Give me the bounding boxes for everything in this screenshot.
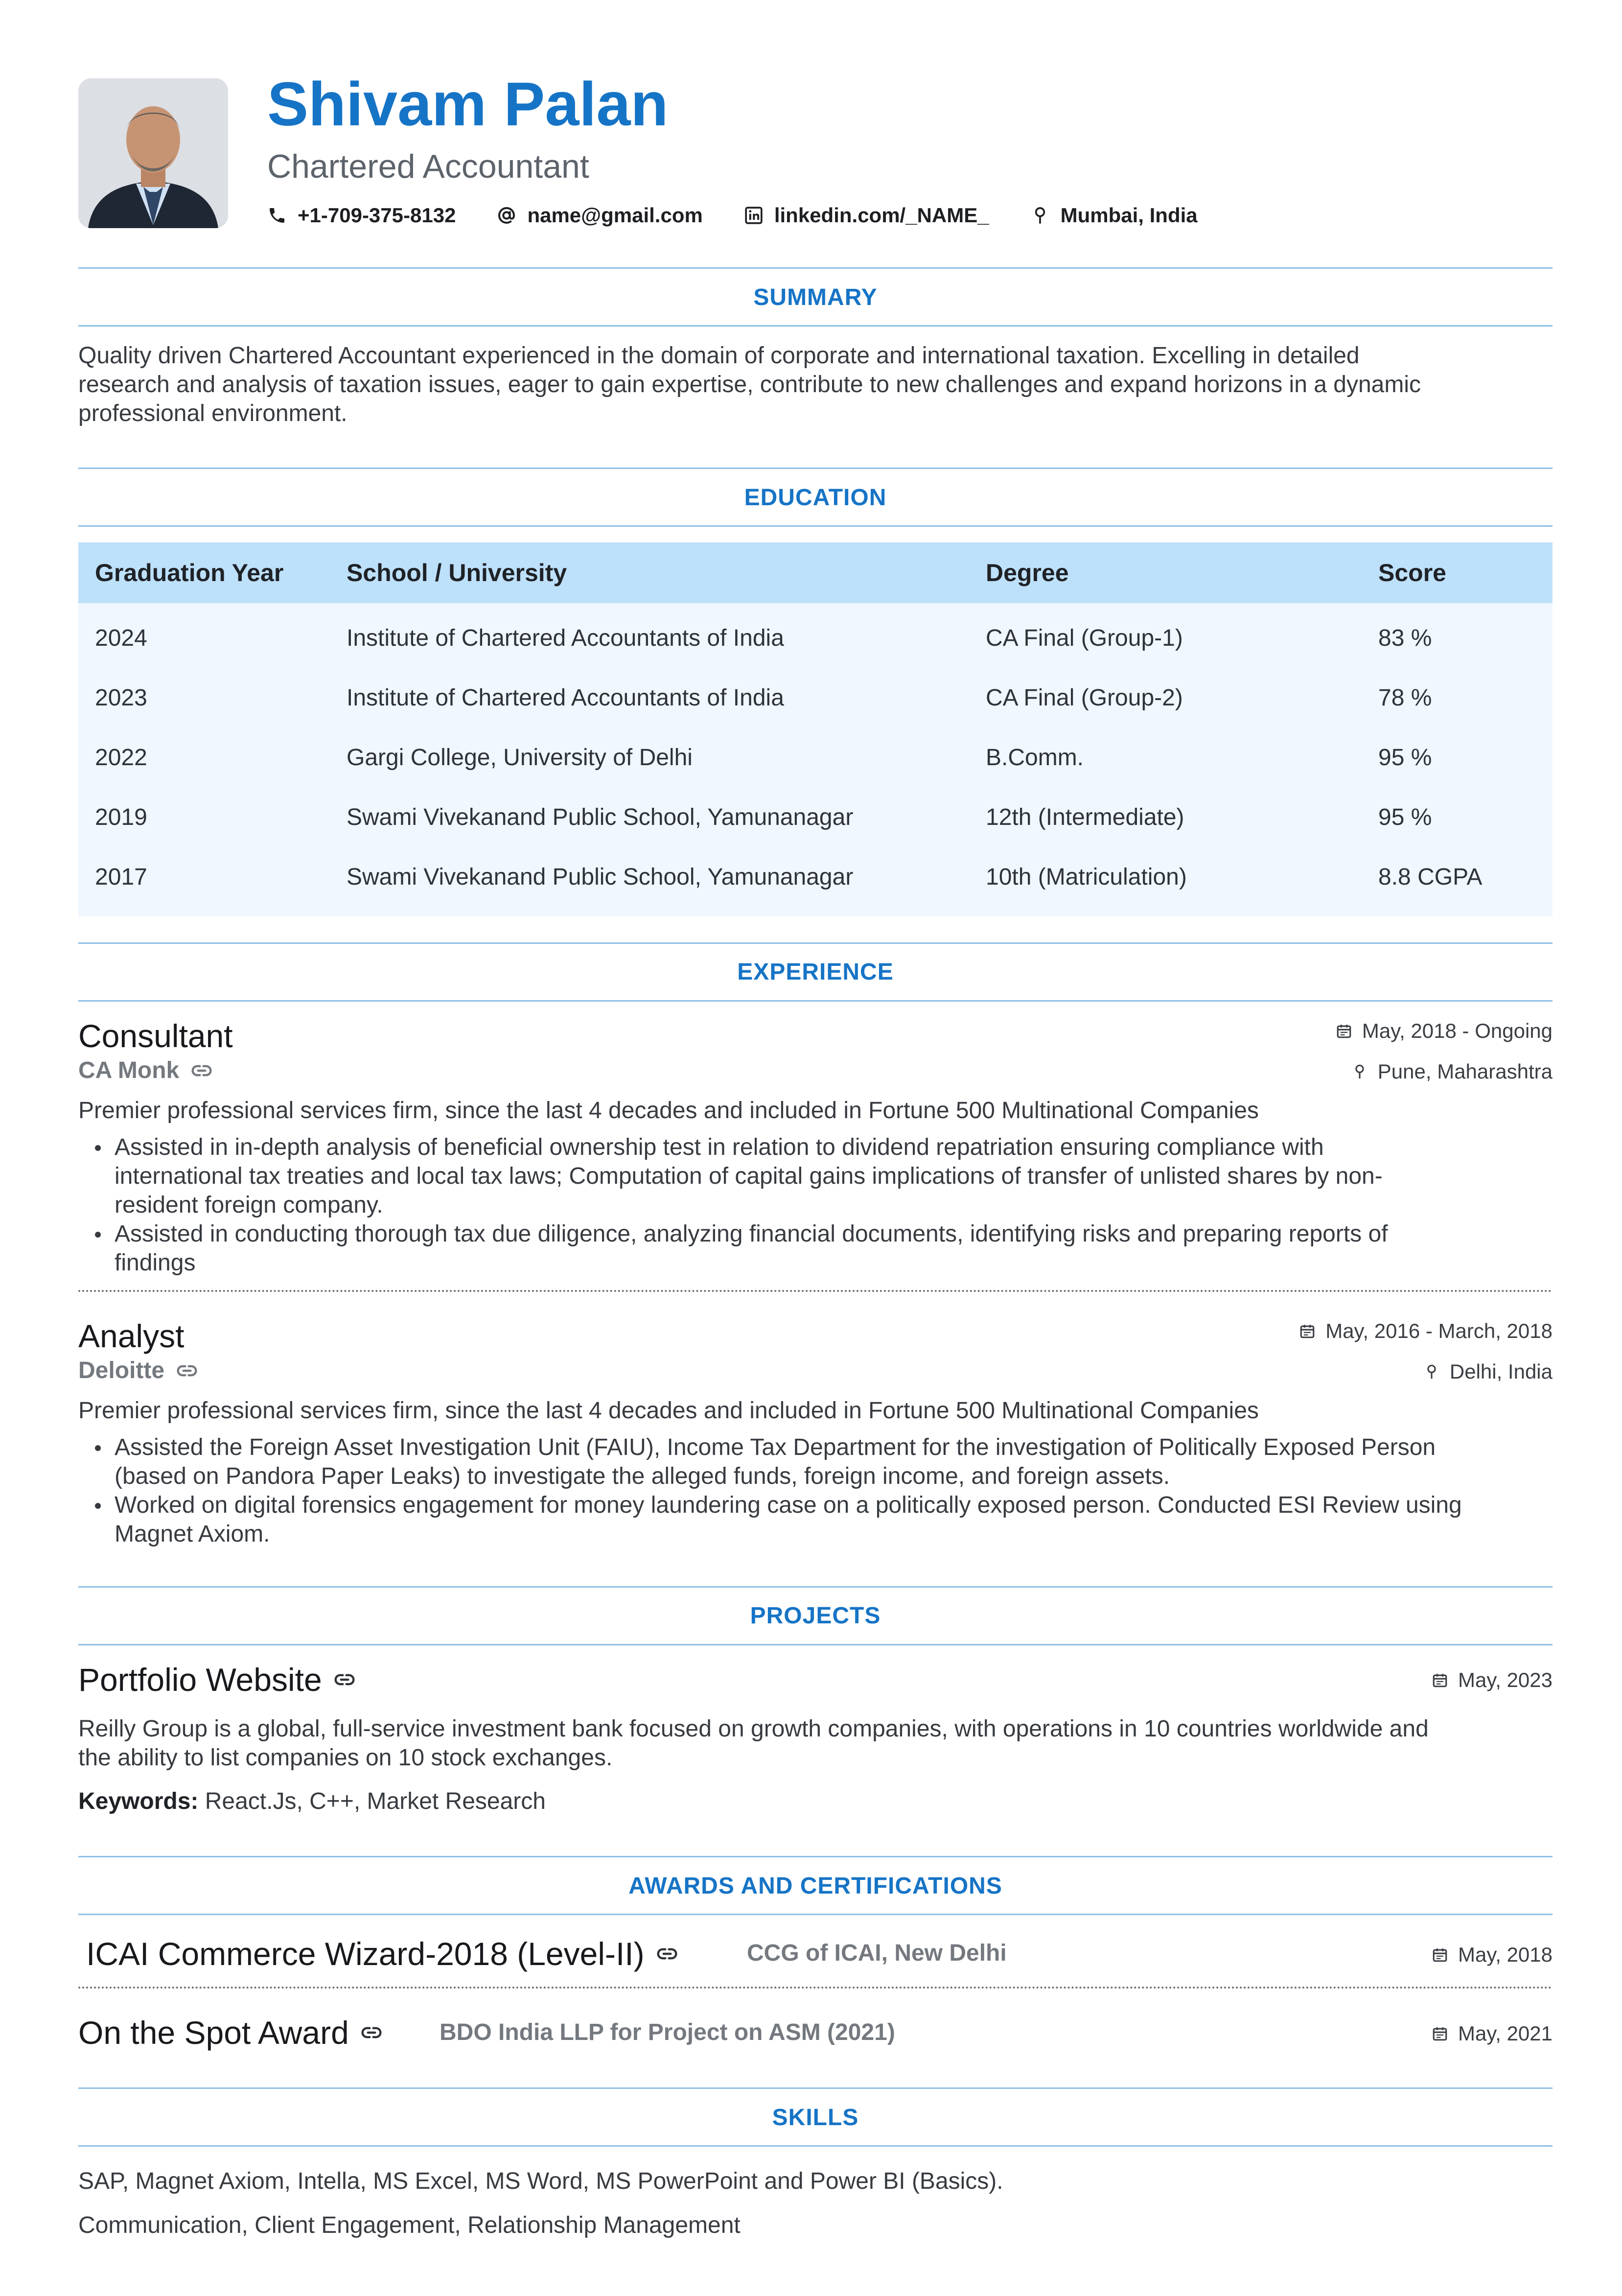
bullet-line: findings — [115, 1250, 196, 1276]
linkedin-icon — [744, 206, 764, 225]
link-icon — [191, 1060, 212, 1081]
column-header: School / University — [347, 559, 567, 586]
link-icon — [176, 1360, 198, 1382]
job-location — [1423, 1361, 1552, 1382]
list-item — [78, 1491, 1552, 1548]
table-cell: 95 % — [1378, 744, 1432, 771]
skills-line: Communication, Client Engagement, Relationship Management — [78, 2212, 741, 2238]
skills-rule-bottom — [78, 2145, 1552, 2147]
calendar-icon — [1432, 1672, 1448, 1688]
keywords-label: Keywords: — [78, 1788, 199, 1814]
award-date-text: May, 2018 — [1458, 1943, 1552, 1966]
project-keywords — [78, 1787, 1552, 1816]
phone-number: +1-709-375-8132 — [298, 204, 456, 227]
contact-email[interactable] — [497, 204, 702, 227]
contact-phone[interactable] — [267, 204, 456, 227]
table-cell: 2022 — [95, 744, 147, 771]
job-description: Premier professional services firm, since the last 4 decades and included in Fortune 500 Multinational Companies — [78, 1098, 1259, 1124]
awards-rule-top — [78, 1856, 1552, 1857]
skills-rule-top — [78, 2087, 1552, 2089]
location-pin-icon — [1423, 1363, 1440, 1380]
calendar-icon — [1432, 2025, 1448, 2042]
job-divider — [78, 1290, 1552, 1292]
table-row — [78, 727, 1552, 787]
bullet-line: Assisted in conducting thorough tax due diligence, analyzing financial documents, identifying risks and preparing reports of — [115, 1221, 1388, 1247]
job-location-text: Pune, Maharashtra — [1377, 1060, 1552, 1083]
experience-heading: EXPERIENCE — [737, 959, 894, 985]
education-table — [78, 542, 1552, 916]
summary-heading: SUMMARY — [753, 284, 878, 310]
education-table-header — [78, 542, 1552, 603]
awards-rule-bottom — [78, 1914, 1552, 1915]
email-at-icon — [497, 206, 516, 225]
bullet-line: Worked on digital forensics engagement for money laundering case on a politically exposed person. Conducted ESI Review using — [115, 1492, 1462, 1518]
company-link[interactable] — [78, 1059, 212, 1082]
projects-rule-top — [78, 1586, 1552, 1588]
table-row — [78, 847, 1552, 907]
job-bullets — [78, 1133, 1552, 1277]
summary-line: professional environment. — [78, 400, 348, 426]
award-title-link[interactable] — [78, 2016, 382, 2049]
job-location — [1351, 1061, 1552, 1082]
award-date-text: May, 2021 — [1458, 2022, 1552, 2045]
project-description — [78, 1714, 1552, 1772]
column-header: Graduation Year — [95, 559, 284, 586]
table-cell: 2019 — [95, 804, 147, 830]
calendar-icon — [1432, 1946, 1448, 1963]
table-cell: B.Comm. — [986, 744, 1084, 771]
location-pin-icon — [1030, 206, 1050, 225]
summary-line: research and analysis of taxation issues, eager to gain expertise, contribute to new challenges and expand horizons in a dynamic — [78, 372, 1421, 398]
award-title-link[interactable] — [86, 1938, 678, 1970]
list-item — [78, 1433, 1552, 1491]
summary-rule-top — [78, 267, 1552, 269]
project-title: Portfolio Website — [78, 1662, 322, 1698]
summary-line: Quality driven Chartered Accountant experienced in the domain of corporate and international taxation. Excelling in detailed — [78, 343, 1360, 369]
table-cell: 8.8 CGPA — [1378, 864, 1483, 890]
calendar-icon — [1336, 1023, 1352, 1039]
table-cell: 2024 — [95, 625, 147, 651]
experience-rule-top — [78, 942, 1552, 944]
table-cell: Institute of Chartered Accountants of India — [347, 684, 784, 711]
keywords-value: React.Js, C++, Market Research — [198, 1788, 546, 1814]
table-cell: 78 % — [1378, 684, 1432, 711]
list-item — [78, 1133, 1552, 1219]
location-text: Mumbai, India — [1060, 204, 1198, 227]
experience-rule-bottom — [78, 1000, 1552, 1002]
projects-heading: PROJECTS — [750, 1603, 881, 1629]
link-icon — [334, 1669, 355, 1690]
list-item — [78, 1219, 1552, 1277]
table-cell: 10th (Matriculation) — [986, 864, 1187, 890]
bullet-line: Assisted in in-depth analysis of beneficial ownership test in relation to dividend repatriation ensuring compliance with — [115, 1134, 1324, 1160]
table-cell: Institute of Chartered Accountants of India — [347, 625, 784, 651]
calendar-icon — [1299, 1323, 1316, 1339]
location-pin-icon — [1351, 1063, 1368, 1080]
profile-photo — [78, 78, 228, 228]
table-row — [78, 608, 1552, 668]
bullet-line: resident foreign company. — [115, 1192, 383, 1218]
education-heading: EDUCATION — [744, 485, 887, 511]
job-bullets — [78, 1433, 1552, 1548]
award-date — [1432, 1945, 1552, 1965]
column-header: Degree — [986, 559, 1069, 586]
table-cell: Swami Vivekanand Public School, Yamunanagar — [347, 804, 854, 830]
bullet-line: (based on Pandora Paper Leaks) to investigate the alleged funds, foreign income, and foreign assets. — [115, 1463, 1170, 1489]
contact-bar — [267, 205, 1239, 226]
bullet-line: international tax treaties and local tax laws; Computation of capital gains implications of transfer of unlisted shares by non- — [115, 1163, 1383, 1189]
award-issuer: CCG of ICAI, New Delhi — [747, 1940, 1007, 1966]
projects-rule-bottom — [78, 1644, 1552, 1645]
table-cell: 2017 — [95, 864, 147, 890]
company-name: Deloitte — [78, 1358, 165, 1383]
job-dates — [1299, 1321, 1552, 1341]
job-title: Consultant — [78, 1018, 233, 1054]
job-dates — [1336, 1021, 1552, 1041]
project-date-text: May, 2023 — [1458, 1668, 1552, 1691]
education-rule-bottom — [78, 525, 1552, 527]
linkedin-url: linkedin.com/_NAME_ — [774, 204, 989, 227]
summary-rule-bottom — [78, 325, 1552, 327]
bullet-line: Assisted the Foreign Asset Investigation Unit (FAIU), Income Tax Department for the investigation of Politically Exposed Person — [115, 1434, 1436, 1460]
table-cell: Swami Vivekanand Public School, Yamunanagar — [347, 864, 854, 890]
project-line: Reilly Group is a global, full-service investment bank focused on growth companies, with operations in 10 countries worldwide and — [78, 1716, 1429, 1742]
awards-heading: AWARDS AND CERTIFICATIONS — [628, 1873, 1002, 1899]
contact-location — [1030, 204, 1198, 227]
education-rule-top — [78, 468, 1552, 469]
job-location-text: Delhi, India — [1449, 1360, 1552, 1383]
link-icon — [656, 1943, 678, 1965]
summary-text — [78, 341, 1552, 428]
link-icon — [361, 2022, 382, 2043]
email-address: name@gmail.com — [527, 204, 703, 227]
phone-icon — [267, 206, 287, 225]
column-header: Score — [1378, 559, 1446, 586]
contact-linkedin[interactable] — [744, 204, 989, 227]
table-cell: 95 % — [1378, 804, 1432, 830]
project-date — [1432, 1670, 1552, 1690]
table-row — [78, 668, 1552, 727]
company-link[interactable] — [78, 1359, 198, 1382]
table-cell: 2023 — [95, 684, 147, 711]
education-table-body — [78, 603, 1552, 916]
table-cell: 83 % — [1378, 625, 1432, 651]
award-title: ICAI Commerce Wizard-2018 (Level-II) — [86, 1936, 645, 1972]
skills-line: SAP, Magnet Axiom, Intella, MS Excel, MS Word, MS PowerPoint and Power BI (Basics). — [78, 2168, 1003, 2194]
job-title: Analyst — [78, 1318, 185, 1354]
table-cell: Gargi College, University of Delhi — [347, 744, 693, 771]
table-cell: 12th (Intermediate) — [986, 804, 1184, 830]
candidate-name: Shivam Palan — [267, 70, 669, 139]
job-dates-text: May, 2018 - Ongoing — [1362, 1019, 1552, 1042]
award-title: On the Spot Award — [78, 2015, 349, 2051]
job-dates-text: May, 2016 - March, 2018 — [1325, 1319, 1552, 1342]
table-cell: CA Final (Group-2) — [986, 684, 1183, 711]
company-name: CA Monk — [78, 1057, 180, 1083]
skills-heading: SKILLS — [772, 2105, 859, 2131]
bullet-line: Magnet Axiom. — [115, 1521, 270, 1547]
table-cell: CA Final (Group-1) — [986, 625, 1183, 651]
project-title-link[interactable] — [78, 1663, 355, 1696]
table-row — [78, 787, 1552, 847]
project-line: the ability to list companies on 10 stock exchanges. — [78, 1745, 613, 1771]
award-divider — [78, 1987, 1552, 1989]
award-issuer: BDO India LLP for Project on ASM (2021) — [440, 2019, 895, 2045]
candidate-title: Chartered Accountant — [267, 148, 589, 185]
job-description: Premier professional services firm, since the last 4 decades and included in Fortune 500 Multinational Companies — [78, 1398, 1259, 1424]
award-date — [1432, 2023, 1552, 2044]
